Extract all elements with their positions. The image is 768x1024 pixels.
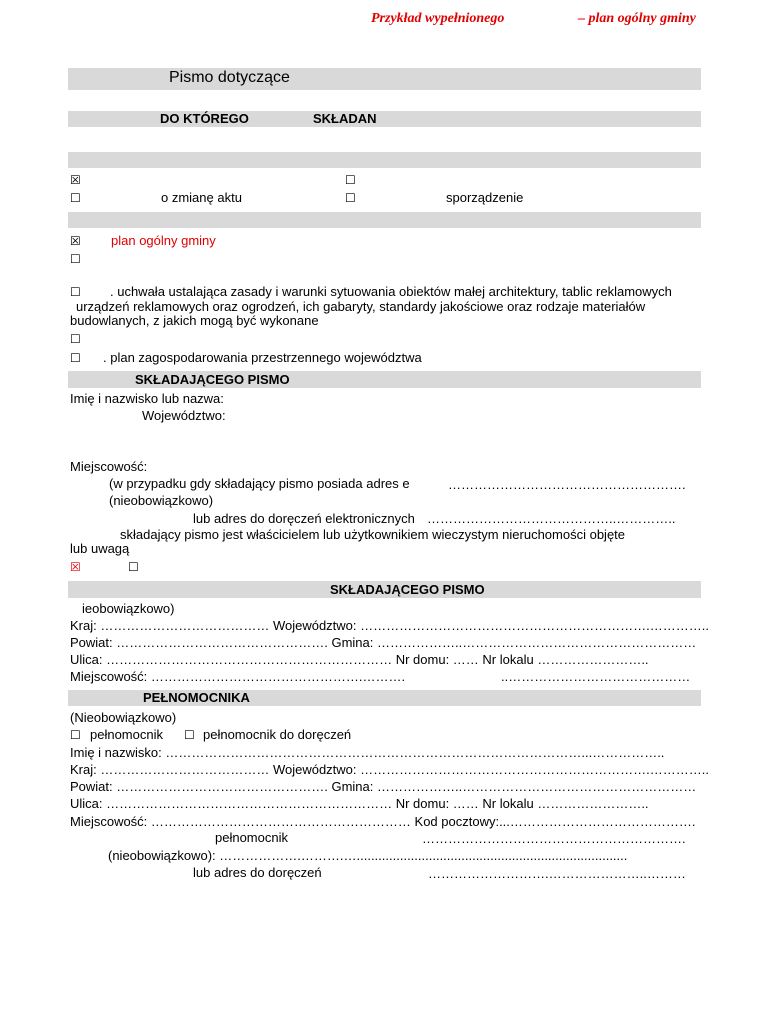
proxy-checkbox[interactable]: ☐ — [70, 728, 81, 742]
correspondence-city-row[interactable]: Miejscowość: ………………………………………….………. — [70, 669, 406, 684]
correspondence-postcode-field[interactable]: ..…………………………………… — [501, 669, 691, 684]
example-header-label: Przykład wypełnionego — [371, 11, 505, 26]
edelivery-field[interactable]: ……………………………………..………….. — [427, 511, 676, 526]
proxy-optional-row[interactable]: (nieobowiązkowo): ……………….……….…........................................................................... — [108, 848, 628, 863]
applicant-voivodeship-label: Województwo: — [142, 408, 226, 423]
correspondence-street-row[interactable]: Ulica: ………………………………………………………… Nr domu: …… Nr lokalu …………………….. — [70, 652, 649, 667]
prepare-checkbox[interactable]: ☐ — [345, 191, 356, 205]
email-field[interactable]: ………………………………………………. — [448, 477, 686, 492]
edelivery-label: lub adres do doręczeń elektronicznych — [193, 511, 415, 526]
proxy-country-row[interactable]: Kraj: ………………………………… Województwo: ………………………………………………………….………….. — [70, 762, 709, 777]
voivodeship-plan-label: . plan zagospodarowania przestrzennego województwa — [103, 350, 422, 365]
applicant-city-label: Miejscowość: — [70, 459, 148, 474]
correspondence-heading: SKŁADAJĄCEGO PISMO — [330, 582, 485, 597]
proxy-edelivery-label: lub adres do doręczeń — [193, 865, 322, 880]
applicant-name-label: Imię i nazwisko lub nazwa: — [70, 391, 224, 406]
recipient-heading-right: SKŁADAN — [313, 111, 377, 126]
proxy-name-row[interactable]: Imię i nazwisko: ……………………………………………………………………………………...…………….. — [70, 745, 665, 760]
resolution-line-2: urządzeń reklamowych oraz ogrodzeń, ich gabaryty, standardy jakościowe oraz rodzaje materiałów — [76, 299, 646, 314]
change-act-label: o zmianę aktu — [161, 190, 242, 205]
section-bar-title — [68, 68, 701, 90]
proxy-option-label: pełnomocnik — [90, 727, 163, 742]
change-act-checkbox[interactable]: ☐ — [70, 191, 81, 205]
request-checkbox-2[interactable]: ☐ — [345, 173, 356, 187]
owner-no-checkbox[interactable]: ☐ — [128, 560, 139, 574]
section-bar-empty — [68, 152, 701, 168]
email-note: (w przypadku gdy składający pismo posiada adres e — [109, 476, 410, 491]
plan-checkbox[interactable]: ☒ — [70, 234, 81, 248]
delivery-proxy-checkbox[interactable]: ☐ — [184, 728, 195, 742]
proxy-district-row[interactable]: Powiat: …………………………………………. Gmina: ………………..……………………………………………… — [70, 779, 697, 794]
plan-label: plan ogólny gminy — [111, 233, 216, 248]
proxy-edelivery-field[interactable]: ……………………….…………………..……… — [428, 866, 686, 881]
email-optional-note: (nieobowiązkowo) — [109, 493, 214, 508]
correspondence-district-row[interactable]: Powiat: …………………………………………. Gmina: ………………..……………………………………………… — [70, 635, 697, 650]
resolution-checkbox[interactable]: ☐ — [70, 285, 81, 299]
proxy-email-field[interactable]: ……………………………………………………. — [422, 831, 686, 846]
delivery-proxy-option-label: pełnomocnik do doręczeń — [203, 727, 352, 742]
prepare-label: sporządzenie — [446, 190, 524, 205]
correspondence-optional: ieobowiązkowo) — [82, 601, 175, 616]
correspondence-country-row[interactable]: Kraj: ………………………………… Województwo: ………………………………………………………….………….. — [70, 618, 709, 633]
proxy-optional: (Nieobowiązkowo) — [70, 710, 177, 725]
proxy-street-row[interactable]: Ulica: ………………………………………………………… Nr domu: …… Nr lokalu …………………….. — [70, 796, 649, 811]
act-checkbox-2[interactable]: ☐ — [70, 252, 81, 266]
proxy-email-label: pełnomocnik — [215, 830, 288, 845]
owner-yes-checkbox[interactable]: ☒ — [70, 560, 81, 574]
owner-statement-line-2: lub uwagą — [70, 541, 130, 556]
recipient-heading-left: DO KTÓREGO — [160, 111, 249, 126]
request-checkbox-1[interactable]: ☒ — [70, 173, 81, 187]
proxy-heading: PEŁNOMOCNIKA — [143, 690, 250, 705]
resolution-line-3: budowlanych, z jakich mogą być wykonane — [70, 313, 319, 328]
document-title: Pismo dotyczące — [169, 69, 290, 86]
proxy-city-row[interactable]: Miejscowość: …………………………………………………… Kod pocztowy:...……………………………………. — [70, 814, 696, 829]
resolution-line-1: . uchwała ustalająca zasady i warunki sytuowania obiektów małej architektury, tablic reklamowych — [110, 284, 672, 299]
owner-statement-line-1: składający pismo jest właścicielem lub użytkownikiem wieczystym nieruchomości objęte — [120, 527, 626, 542]
section-bar-acts — [68, 212, 701, 228]
applicant-heading: SKŁADAJĄCEGO PISMO — [135, 372, 290, 387]
plan-header-label: – plan ogólny gminy — [578, 11, 696, 26]
voivodeship-plan-checkbox[interactable]: ☐ — [70, 351, 81, 365]
act-checkbox-4[interactable]: ☐ — [70, 332, 81, 346]
